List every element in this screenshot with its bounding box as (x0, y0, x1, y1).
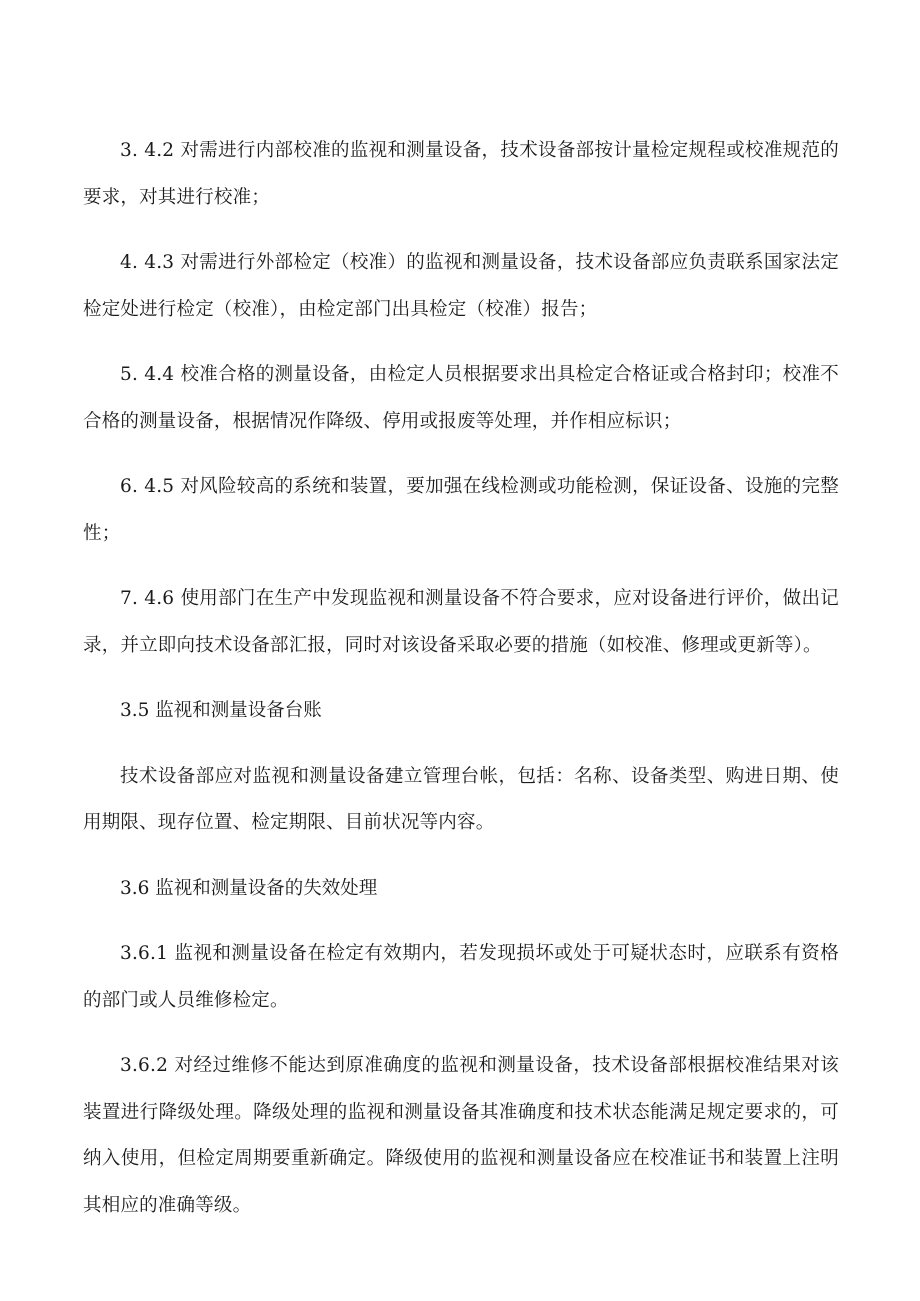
paragraph-6-4-5: 6. 4.5 对风险较高的系统和装置，要加强在线检测或功能检测，保证设备、设施的完整性； (83, 476, 839, 544)
section-heading-3-6: 3.6 监视和测量设备的失效处理 (120, 877, 378, 899)
paragraph-3-5-body: 技术设备部应对监视和测量设备建立管理台帐，包括：名称、设备类型、购进日期、使用期限、现存位置、检定期限、目前状况等内容。 (83, 765, 839, 833)
document-body (83, 128, 839, 1248)
paragraph-3-6-1: 3.6.1 监视和测量设备在检定有效期内，若发现损坏或处于可疑状态时，应联系有资格的部门或人员维修检定。 (83, 943, 839, 1011)
paragraph-4-4-3: 4. 4.3 对需进行外部检定（校准）的监视和测量设备，技术设备部应负责联系国家法定检定处进行检定（校准），由检定部门出具检定（校准）报告； (83, 252, 839, 320)
paragraph-3-4-2: 3. 4.2 对需进行内部校准的监视和测量设备，技术设备部按计量检定规程或校准规范的要求，对其进行校准； (83, 140, 839, 208)
paragraph-7-4-6: 7. 4.6 使用部门在生产中发现监视和测量设备不符合要求，应对设备进行评价，做出记录，并立即向技术设备部汇报，同时对该设备采取必要的措施（如校准、修理或更新等）。 (83, 588, 839, 656)
paragraph-3-6-2: 3.6.2 对经过维修不能达到原准确度的监视和测量设备，技术设备部根据校准结果对该装置进行降级处理。降级处理的监视和测量设备其准确度和技术状态能满足规定要求的，可纳入使用，但检定周期要重新确定。降级使用的监视和测量设备应在校准证书和装置上注明其相应的准确等级。 (83, 1055, 839, 1216)
paragraph-5-4-4: 5. 4.4 校准合格的测量设备，由检定人员根据要求出具检定合格证或合格封印；校准不合格的测量设备，根据情况作降级、停用或报废等处理，并作相应标识； (83, 364, 839, 432)
section-heading-3-5: 3.5 监视和测量设备台账 (120, 700, 322, 721)
